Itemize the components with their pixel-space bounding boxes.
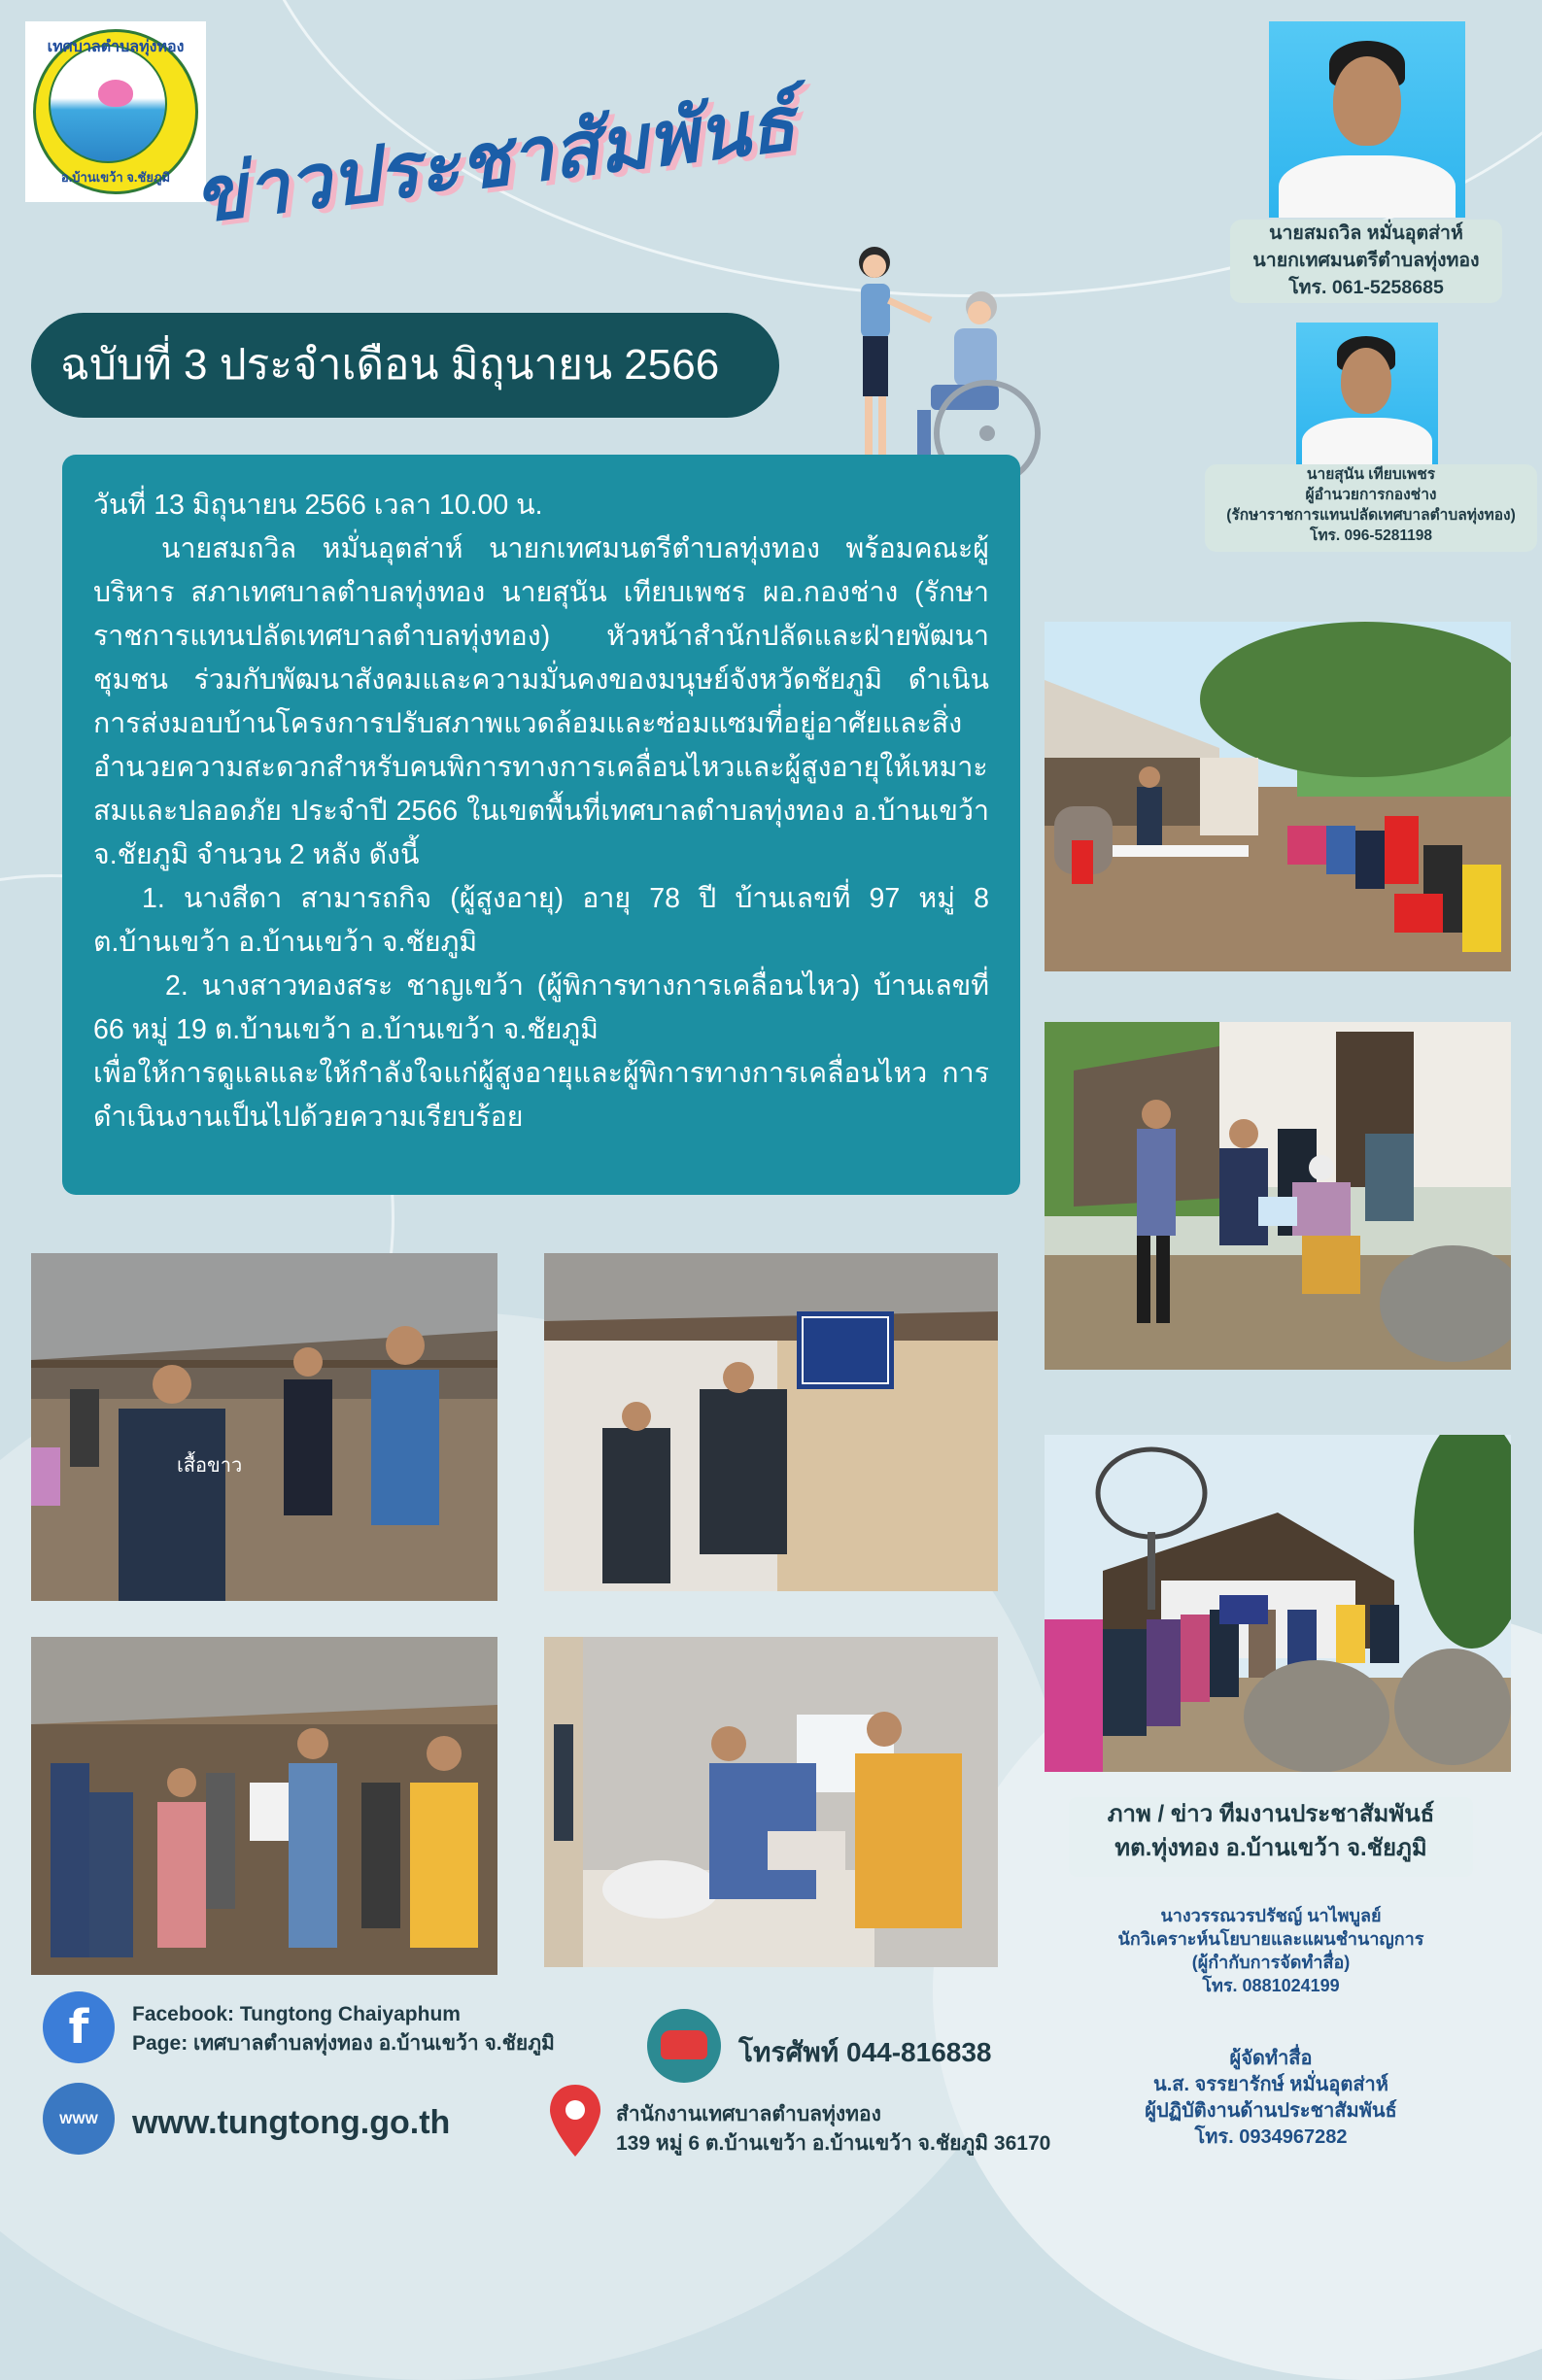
- article-body: [62, 455, 1020, 1195]
- supervisor-name: นางวรรณวรปรัชญ์ นาไพบูลย์: [1160, 1906, 1382, 1925]
- location-pin-icon: [548, 2083, 602, 2159]
- sign-installation-photo: [544, 1253, 998, 1591]
- gift-handover-photo: [31, 1637, 497, 1975]
- article-item-1: 1. นางสีดา สามารถกิจ (ผู้สูงอายุ) อายุ 78 ปี บ้านเลขที่ 97 หมู่ 8 ต.บ้านเขว้า อ.บ้านเขว้า จ.ชัยภูมิ: [93, 883, 989, 958]
- official-phone: โทร. 061-5258685: [1288, 277, 1444, 298]
- phone-number[interactable]: โทรศัพท์ 044-816838: [738, 2037, 992, 2067]
- producer-name: น.ส. จรรยารักษ์ หมั่นอุตส่าห์: [1153, 2074, 1388, 2095]
- supervisor-info: [1077, 1904, 1465, 1997]
- website-icon: [43, 2083, 115, 2155]
- credit-line: ภาพ / ข่าว ทีมงานประชาสัมพันธ์: [1107, 1801, 1435, 1827]
- facebook-page[interactable]: Page: เทศบาลตำบลทุ่งทอง อ.บ้านเขว้า จ.ชัยภูมิ: [132, 2032, 555, 2055]
- supervisor-phone: โทร. 0881024199: [1202, 1976, 1340, 1995]
- uniform-shape: [1279, 155, 1456, 218]
- uniform-shape: [1302, 418, 1432, 464]
- official-name: นายสมถวิล หมั่นอุตส่าห์: [1269, 222, 1463, 244]
- bedridden-visit-photo: [544, 1637, 998, 1967]
- group-photo: [1045, 1435, 1511, 1772]
- article-paragraph: นายสมถวิล หมั่นอุตส่าห์ นายกเทศมนตรีตำบลทุ่งทอง พร้อมคณะผู้บริหาร สภาเทศบาลตำบลทุ่งทอง นายสุนัน เทียบเพชร ผอ.กองช่าง (รักษาราชการแทนปลัดเทศบาลตำบลทุ่งทอง) หัวหน้าสำนักปลัดและฝ่ายพัฒนาชุมชน ร่วมกับพัฒนาสังคมและความมั่นคงของมนุษย์จังหวัดชัยภูมิ ดำเนินการส่งมอบบ้านโครงการปรับสภาพแวดล้อมและซ่อมแซมที่อยู่อาศัยและสิ่งอำนวยความสะดวกสำหรับคนพิการทางการเคลื่อนไหวและผู้สูงอายุให้เหมาะสมและปลอดภัย ประจำปี 2566 ในเขตพื้นที่เทศบาลตำบลทุ่งทอง อ.บ้านเขว้า จ.ชัยภูมิ จำนวน 2 หลัง ดังนี้: [93, 533, 989, 870]
- official-name: นายสุนัน เทียบเพชร: [1306, 466, 1436, 483]
- article-closing: เพื่อให้การดูแลและให้กำลังใจแก่ผู้สูงอายุและผู้พิการทางการเคลื่อนไหว การดำเนินงานเป็นไปด้วยความเรียบร้อย: [93, 1058, 989, 1133]
- facebook-contact: [132, 2000, 555, 2058]
- handover-photo: [1045, 1022, 1511, 1370]
- facebook-icon[interactable]: f: [43, 1991, 115, 2063]
- logo-bottom-text: อ.บ้านเขว้า จ.ชัยภูมิ: [60, 170, 171, 185]
- municipality-logo: [25, 21, 206, 202]
- office-name: สำนักงานเทศบาลตำบลทุ่งทอง: [616, 2103, 881, 2125]
- supervisor-role: (ผู้กำกับการจัดทำสื่อ): [1191, 1953, 1351, 1972]
- face-shape: [1333, 56, 1401, 146]
- producer-label: ผู้จัดทำสื่อ: [1229, 2048, 1313, 2069]
- article-item-2: 2. นางสาวทองสระ ชาญเขว้า (ผู้พิการทางการเคลื่อนไหว) บ้านเลขที่ 66 หมู่ 19 ต.บ้านเขว้า อ.บ้านเขว้า จ.ชัยภูมิ: [93, 970, 989, 1045]
- mayor-portrait: [1269, 21, 1465, 218]
- official-position: นายกเทศมนตรีตำบลทุ่งทอง: [1252, 250, 1480, 271]
- shirt-text: เสื้อขาว: [177, 1453, 243, 1477]
- page-title: ข่าวประชาสัมพันธ์: [188, 80, 801, 239]
- phone-icon: [647, 2009, 721, 2083]
- producer-position: ผู้ปฏิบัติงานด้านประชาสัมพันธ์: [1145, 2100, 1397, 2122]
- official-phone: โทร. 096-5281198: [1310, 527, 1432, 544]
- mayor-caption: [1230, 220, 1502, 303]
- official-note: (รักษาราชการแทนปลัดเทศบาลตำบลทุ่งทอง): [1226, 507, 1516, 524]
- photo-news-credit: [1069, 1797, 1473, 1877]
- shelter-photo-1: [31, 1253, 497, 1601]
- office-address-line: 139 หมู่ 6 ต.บ้านเขว้า อ.บ้านเขว้า จ.ชัยภูมิ 36170: [616, 2132, 1051, 2155]
- producer-info: [1077, 2046, 1465, 2151]
- supervisor-position: นักวิเคราะห์นโยบายและแผนชำนาญการ: [1117, 1929, 1424, 1949]
- website-link[interactable]: www.tungtong.go.th: [132, 2104, 451, 2141]
- article-date: วันที่ 13 มิถุนายน 2566 เวลา 10.00 น.: [93, 490, 543, 521]
- director-caption: [1205, 464, 1537, 552]
- director-portrait: [1296, 323, 1438, 464]
- credit-line: ทต.ทุ่งทอง อ.บ้านเขว้า จ.ชัยภูมิ: [1114, 1835, 1427, 1861]
- lotus-icon: [98, 80, 133, 107]
- office-address: [616, 2100, 1050, 2159]
- logo-top-text: เทศบาลตำบลทุ่งทอง: [47, 39, 185, 55]
- official-position: ผู้อำนวยการกองช่าง: [1305, 487, 1437, 503]
- face-shape: [1341, 348, 1391, 414]
- website-icon-label: WWW: [59, 2111, 98, 2126]
- meeting-photo: [1045, 622, 1511, 971]
- issue-banner: ฉบับที่ 3 ประจำเดือน มิถุนายน 2566: [31, 313, 779, 418]
- producer-phone: โทร. 0934967282: [1194, 2126, 1348, 2148]
- facebook-name[interactable]: Facebook: Tungtong Chaiyaphum: [132, 2003, 461, 2025]
